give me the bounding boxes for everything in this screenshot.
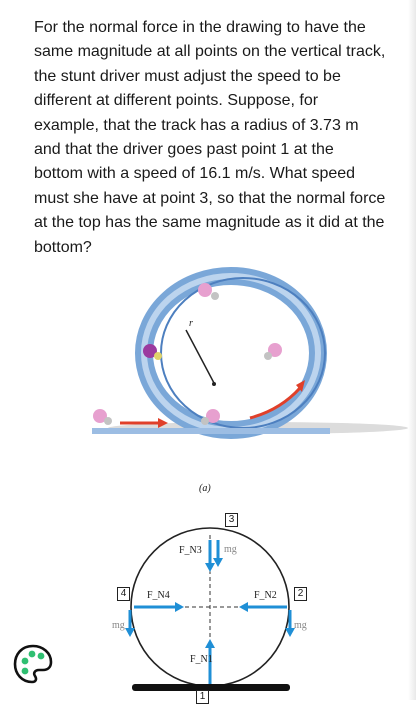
- mg-right-label: mg: [294, 620, 307, 631]
- question-text: For the normal force in the drawing to have the same magnitude at all points on the vertical track, the stunt driver must adjust the speed to be different at different points. Suppose, for example, that the track has a radius of 3.73 m and that the driver goes past point 1 at the bottom with a speed of 16.1 m/s. What speed must she have at point 3, so that the normal force at the top has the same magnitude as it did at the bottom?: [34, 19, 386, 256]
- point-1-label: 1: [196, 690, 209, 704]
- fn3-label: F_N3: [179, 545, 202, 556]
- figure-a-caption: (a): [199, 483, 211, 494]
- fn2-label: F_N2: [254, 590, 277, 601]
- palette-button[interactable]: [10, 641, 56, 687]
- fn1-label: F_N1: [190, 654, 213, 665]
- point-3-label: 3: [225, 513, 238, 527]
- mg-top-label: mg: [224, 544, 237, 555]
- palette-icon: [10, 641, 56, 687]
- mg-left-label: mg: [112, 620, 125, 631]
- radius-label: r: [189, 318, 193, 329]
- fn4-label: F_N4: [147, 590, 170, 601]
- point-4-label: 4: [117, 587, 130, 601]
- scroll-edge: [408, 0, 416, 700]
- point-2-label: 2: [294, 587, 307, 601]
